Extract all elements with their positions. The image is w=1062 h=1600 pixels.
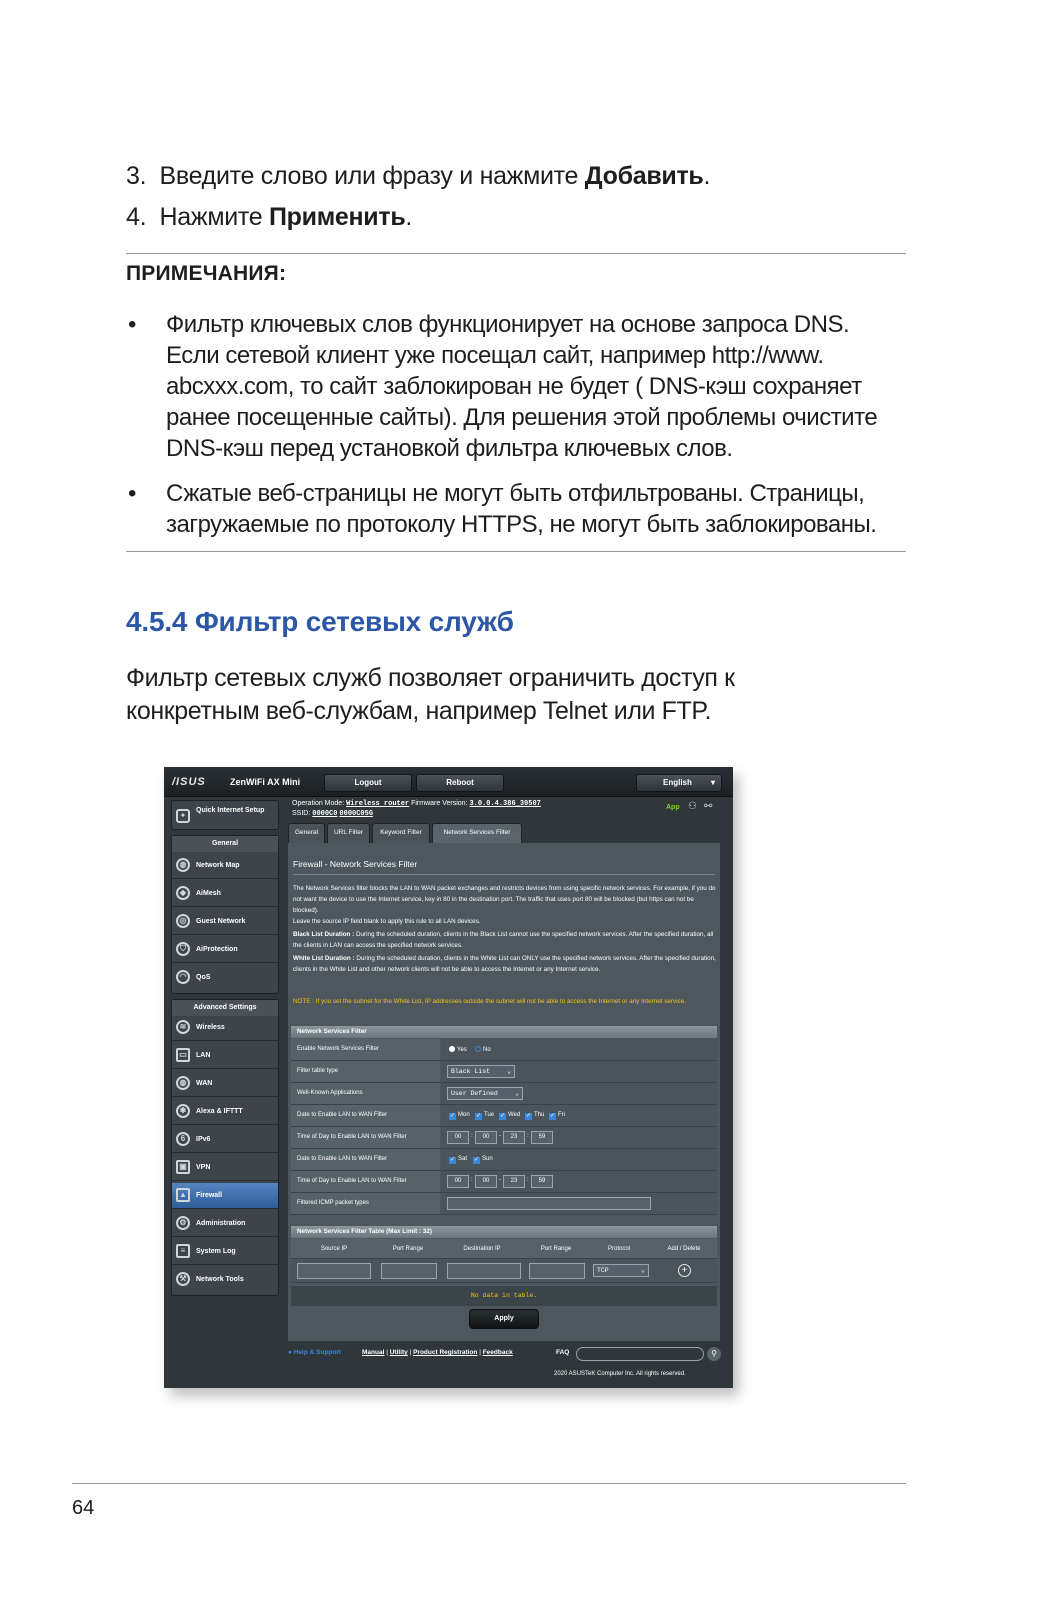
section-paragraph: Фильтр сетевых служб позволяет ограничить доступ к конкретным веб-службам, например Telnet или FTP.	[126, 664, 735, 725]
sidebar-item-system-log[interactable]: ≡ System Log	[172, 1239, 278, 1265]
content-panel	[288, 843, 720, 1341]
weekend-end-hour[interactable]: 23	[503, 1175, 525, 1188]
col-dest-port-range: Port Range	[540, 1246, 572, 1252]
sidebar-item-lan[interactable]: ▭ LAN	[172, 1043, 278, 1069]
weekend-row: Date to Enable LAN to WAN Filter ✓ Sat ✓ Sun	[291, 1149, 717, 1171]
port-range-input[interactable]	[381, 1263, 437, 1279]
weekday-wed-checkbox[interactable]: ✓ Wed	[499, 1112, 521, 1119]
sidebar-item-administration[interactable]: ⚙ Administration	[172, 1211, 278, 1237]
alexa-icon: ✱	[176, 1104, 190, 1118]
search-icon[interactable]: ⚲	[707, 1347, 721, 1361]
general-menu	[171, 835, 279, 994]
chevron-down-icon: ⌄	[641, 1267, 645, 1274]
section-title: 4.5.4 Фильтр сетевых служб	[126, 606, 514, 637]
help-icon: ●	[288, 1349, 292, 1356]
weekend-time-row: Time of Day to Enable LAN to WAN Filter 00 : 00 - 23 : 59	[291, 1171, 717, 1193]
utility-link[interactable]: Utility	[389, 1349, 408, 1356]
vpn-icon: ▣	[176, 1160, 190, 1174]
dest-port-range-input[interactable]	[529, 1263, 585, 1279]
filter-type-select[interactable]: Black List ⌄	[447, 1065, 515, 1078]
sidebar-item-aiprotection[interactable]: ⛉ AiProtection	[172, 937, 278, 963]
users-icon[interactable]: ⚇	[688, 801, 697, 812]
wand-icon: ✦	[176, 809, 190, 823]
sidebar-item-network-map[interactable]: ◍ Network Map	[172, 853, 278, 879]
shield-icon: ⛉	[176, 942, 190, 956]
footer-links: Manual | Utility | Product Registration | Feedback	[362, 1349, 513, 1356]
tab-general[interactable]: General	[288, 823, 325, 843]
filter-settings-header: Network Services Filter	[291, 1026, 717, 1038]
globe-icon: ◍	[176, 858, 190, 872]
copyright: 2020 ASUSTeK Computer Inc. All rights reserved.	[554, 1371, 686, 1377]
col-add-delete: Add / Delete	[667, 1246, 701, 1252]
known-apps-select[interactable]: User Defined ⌄	[447, 1087, 523, 1100]
weekday-mon-checkbox[interactable]: ✓ Mon	[449, 1112, 470, 1119]
page-title: Firewall - Network Services Filter	[293, 859, 418, 869]
manual-link[interactable]: Manual	[362, 1349, 385, 1356]
router-topbar	[164, 767, 733, 797]
wifi-icon: ≋	[176, 1020, 190, 1034]
help-support[interactable]: ● Help & Support	[288, 1349, 342, 1356]
tab-url-filter[interactable]: URL Filter	[327, 823, 370, 843]
app-link[interactable]: App	[666, 804, 680, 811]
product-registration-link[interactable]: Product Registration	[413, 1349, 478, 1356]
apply-button[interactable]: Apply	[469, 1309, 539, 1329]
step-3: 3. Введите слово или фразу и нажмите Добавить.	[126, 162, 711, 190]
logout-button[interactable]: Logout	[324, 774, 412, 792]
weekday-tue-checkbox[interactable]: ✓ Tue	[475, 1112, 495, 1119]
general-header: General	[172, 836, 278, 852]
col-port-range: Port Range	[392, 1246, 424, 1252]
reboot-button[interactable]: Reboot	[416, 774, 504, 792]
weekend-sun-checkbox[interactable]: ✓ Sun	[473, 1156, 493, 1163]
weekday-row: Date to Enable LAN to WAN Filter ✓ Mon ✓ Tue ✓ Wed ✓ Thu ✓ Fri	[291, 1105, 717, 1127]
mesh-icon: ◆	[176, 886, 190, 900]
tab-network-services-filter[interactable]: Network Services Filter	[432, 823, 522, 843]
rule-table-header: Network Services Filter Table (Max Limit : 32)	[291, 1226, 717, 1238]
icmp-row: Filtered ICMP packet types	[291, 1193, 717, 1215]
title-divider	[293, 874, 715, 875]
filter-type-row: Filter table type Black List ⌄	[291, 1061, 717, 1083]
operation-mode-link[interactable]: Wireless router	[346, 800, 410, 808]
black-list-description: Black List Duration : During the scheduled duration, clients in the Black List cannot use the specified network services. After the specified duration, all the clients in LAN can access the specified network services.	[293, 931, 714, 949]
description-2: Leave the source IP field blank to apply this rule to all LAN devices.	[293, 918, 481, 925]
rule-input-row	[291, 1259, 717, 1283]
sidebar-item-guest-network[interactable]: ◎ Guest Network	[172, 909, 278, 935]
sidebar-item-ipv6[interactable]: 6 IPv6	[172, 1127, 278, 1153]
tab-keyword-filter[interactable]: Keyword Filter	[372, 823, 430, 843]
notes-top-rule	[126, 253, 906, 254]
enable-filter-row: Enable Network Services Filter Yes No	[291, 1039, 717, 1061]
note-bullet-1: • Фильтр ключевых слов функционирует на основе запроса DNS. Если сетевой клиент уже посещал сайт, например http://www. abcxxx.com, то сайт заблокирован не будет ( DNS-кэш сохраняет ранее посещенные сайты). Для решения этой проблемы очистите DNS-кэш перед установкой фильтра ключевых слов.	[128, 311, 878, 462]
chevron-down-icon: ⌄	[507, 1068, 511, 1075]
add-icon[interactable]: +	[678, 1264, 691, 1277]
ipv6-icon: 6	[176, 1132, 190, 1146]
advanced-menu	[171, 999, 279, 1296]
weekend-end-minute[interactable]: 59	[531, 1175, 553, 1188]
enable-no-radio[interactable]: No	[475, 1046, 491, 1053]
rule-table-columns	[291, 1239, 717, 1259]
weekend-start-hour[interactable]: 00	[447, 1175, 469, 1188]
sidebar-item-vpn[interactable]: ▣ VPN	[172, 1155, 278, 1181]
operation-info: Operation Mode: Wireless router Firmware Version: 3.0.0.4.386_39507 SSID: 0000C0 0000C05G	[292, 800, 541, 818]
firewall-icon: ▲	[176, 1188, 190, 1202]
weekday-end-hour[interactable]: 23	[503, 1131, 525, 1144]
empty-table-message: No data in table.	[291, 1286, 717, 1306]
note-bullet-2: • Сжатые веб-страницы не могут быть отфильтрованы. Страницы, загружаемые по протоколу HTTPS, не могут быть заблокированы.	[128, 480, 877, 538]
weekend-start-minute[interactable]: 00	[475, 1175, 497, 1188]
tools-icon: ⚒	[176, 1272, 190, 1286]
description-1: The Network Services filter blocks the LAN to WAN packet exchanges and restricts devices from using specific network services. For example, if you do not want the device to use the Internet service, key in 80 in the destination port. The traffic that uses port 80 will be blocked (but https can not be blocked).	[293, 885, 716, 914]
gauge-icon: ◠	[176, 970, 190, 984]
icmp-input[interactable]	[447, 1197, 651, 1210]
weekday-start-hour[interactable]: 00	[447, 1131, 469, 1144]
usb-icon[interactable]: ⚯	[704, 801, 713, 812]
white-list-description: White List Duration : During the scheduled duration, clients in the White List can ONLY use the specified network services. After the specified duration, clients in the White List and other network clients will not be able to access the Internet or any Internet service.	[293, 955, 716, 973]
weekend-sat-checkbox[interactable]: ✓ Sat	[449, 1156, 468, 1163]
guest-network-icon: ◎	[176, 914, 190, 928]
sidebar-item-qos[interactable]: ◠ QoS	[172, 965, 278, 991]
enable-yes-radio[interactable]: Yes	[449, 1046, 467, 1053]
weekday-start-minute[interactable]: 00	[475, 1131, 497, 1144]
quick-setup-item[interactable]: ✦ Quick Internet Setup	[171, 800, 279, 830]
sidebar-item-wireless[interactable]: ≋ Wireless	[172, 1015, 278, 1041]
globe-icon: ◍	[176, 1076, 190, 1090]
bullet-mark: •	[128, 480, 136, 507]
notes-title: ПРИМЕЧАНИЯ:	[126, 262, 287, 285]
chevron-down-icon: ⌄	[515, 1090, 519, 1097]
log-icon: ≡	[176, 1244, 190, 1258]
language-select[interactable]: English ▾	[636, 774, 722, 792]
asus-logo: /ISUS	[172, 776, 206, 788]
protocol-select[interactable]: TCP ⌄	[593, 1264, 649, 1277]
advanced-header: Advanced Settings	[172, 1000, 278, 1016]
weekday-end-minute[interactable]: 59	[531, 1131, 553, 1144]
sidebar-item-aimesh[interactable]: ◆ AiMesh	[172, 881, 278, 907]
ssid-2g: 0000C0	[312, 810, 338, 818]
bullet-mark: •	[128, 311, 136, 338]
firmware-link[interactable]: 3.0.0.4.386_39507	[469, 800, 541, 808]
col-destination-ip: Destination IP	[463, 1246, 501, 1252]
footer-rule	[72, 1483, 906, 1484]
feedback-link[interactable]: Feedback	[482, 1349, 513, 1356]
chevron-down-icon: ▾	[710, 778, 715, 787]
admin-icon: ⚙	[176, 1216, 190, 1230]
lan-icon: ▭	[176, 1048, 190, 1062]
notes-bottom-rule	[126, 551, 906, 552]
col-source-ip: Source IP	[320, 1246, 348, 1252]
page-number: 64	[72, 1497, 95, 1519]
sidebar-item-wan[interactable]: ◍ WAN	[172, 1071, 278, 1097]
weekday-time-row: Time of Day to Enable LAN to WAN Filter 00 : 00 - 23 : 59	[291, 1127, 717, 1149]
sidebar-item-alexa-ifttt[interactable]: ✱ Alexa & IFTTT	[172, 1099, 278, 1125]
weekday-thu-checkbox[interactable]: ✓ Thu	[525, 1112, 545, 1119]
weekday-fri-checkbox[interactable]: ✓ Fri	[549, 1112, 565, 1119]
known-apps-row: Well-Known Applications User Defined ⌄	[291, 1083, 717, 1105]
destination-ip-input[interactable]	[447, 1263, 521, 1279]
router-model: ZenWiFi AX Mini	[230, 777, 301, 787]
note-text: NOTE : If you set the subnet for the White List, IP addresses outside the subnet will not be able to access the Internet or any Internet service.	[293, 998, 686, 1005]
step-4: 4. Нажмите Применить.	[126, 203, 413, 231]
router-screenshot	[164, 767, 733, 1388]
sidebar-item-network-tools[interactable]: ⚒ Network Tools	[172, 1267, 278, 1293]
source-ip-input[interactable]	[297, 1263, 371, 1279]
faq-search-input[interactable]	[576, 1347, 704, 1361]
ssid-5g: 0000C05G	[339, 810, 374, 818]
col-protocol: Protocol	[607, 1246, 630, 1252]
sidebar-item-firewall[interactable]: ▲ Firewall	[172, 1183, 278, 1209]
faq-label: FAQ	[556, 1349, 570, 1356]
